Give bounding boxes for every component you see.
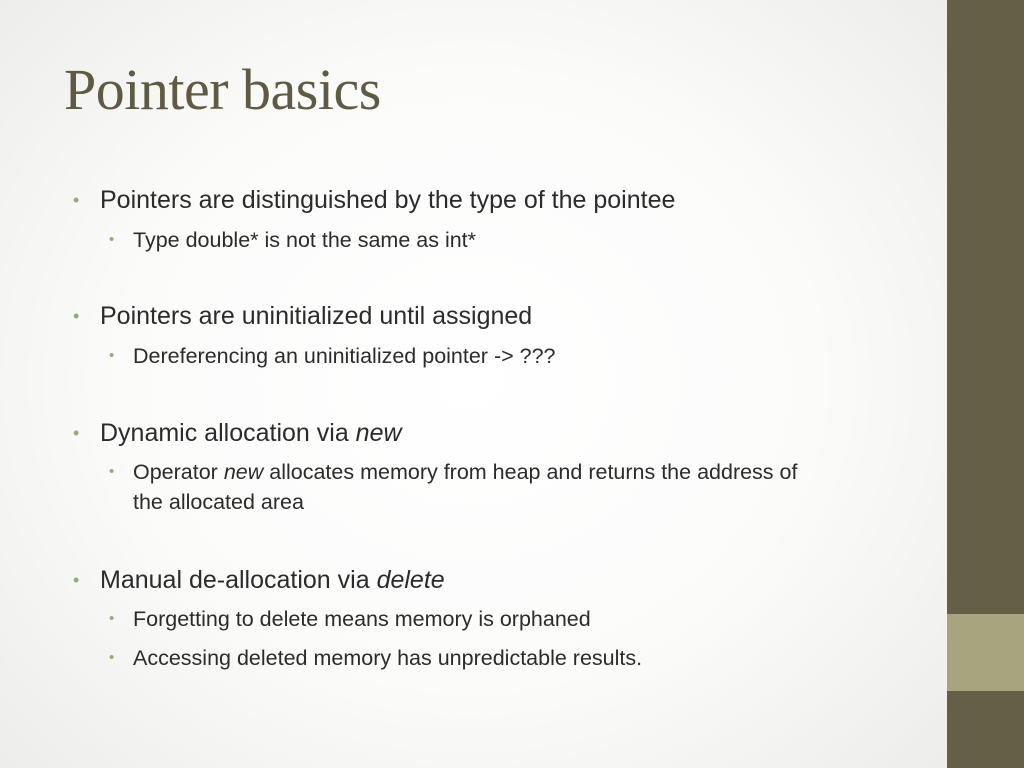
- bullet-item-4-text: Manual de-allocation via: [100, 566, 377, 594]
- bullet-dot-icon: •: [73, 306, 80, 326]
- bullet-item-3: [100, 417, 402, 449]
- sub-bullet-dot-icon: •: [109, 649, 115, 666]
- sub-bullet-dot-icon: •: [109, 347, 115, 364]
- sub-bullet-item-3-1-keyword: new: [223, 460, 264, 484]
- bullet-item-4: [100, 564, 445, 596]
- sub-bullet-item-3-1-text-end: allocates memory from heap and returns the address of the allocated area: [133, 460, 798, 514]
- bullet-item-3-keyword: new: [355, 419, 402, 447]
- sub-bullet-dot-icon: •: [109, 610, 115, 627]
- sub-bullet-item-2-1: Dereferencing an uninitialized pointer -> ???: [133, 344, 556, 368]
- bullet-item-4-keyword: delete: [376, 566, 445, 594]
- sub-bullet-dot-icon: •: [109, 231, 115, 248]
- sub-bullet-item-3-1: [133, 457, 833, 517]
- side-decor-accent: [947, 614, 1024, 691]
- bullet-dot-icon: •: [73, 570, 80, 590]
- bullet-dot-icon: •: [73, 423, 80, 443]
- sub-bullet-item-3-1-text-start: Operator: [133, 460, 224, 484]
- sub-bullet-dot-icon: •: [109, 463, 115, 480]
- bullet-item-1: Pointers are distinguished by the type of the pointee: [100, 186, 676, 214]
- sub-bullet-item-4-1: Forgetting to delete means memory is orphaned: [133, 607, 591, 631]
- sub-bullet-item-1-1: Type double* is not the same as int*: [133, 228, 477, 252]
- slide-title: Pointer basics: [64, 57, 381, 122]
- bullet-item-2: Pointers are uninitialized until assigned: [100, 302, 533, 330]
- bullet-item-3-text: Dynamic allocation via: [100, 419, 356, 447]
- sub-bullet-item-4-2: Accessing deleted memory has unpredictable results.: [133, 646, 643, 670]
- bullet-dot-icon: •: [73, 190, 80, 210]
